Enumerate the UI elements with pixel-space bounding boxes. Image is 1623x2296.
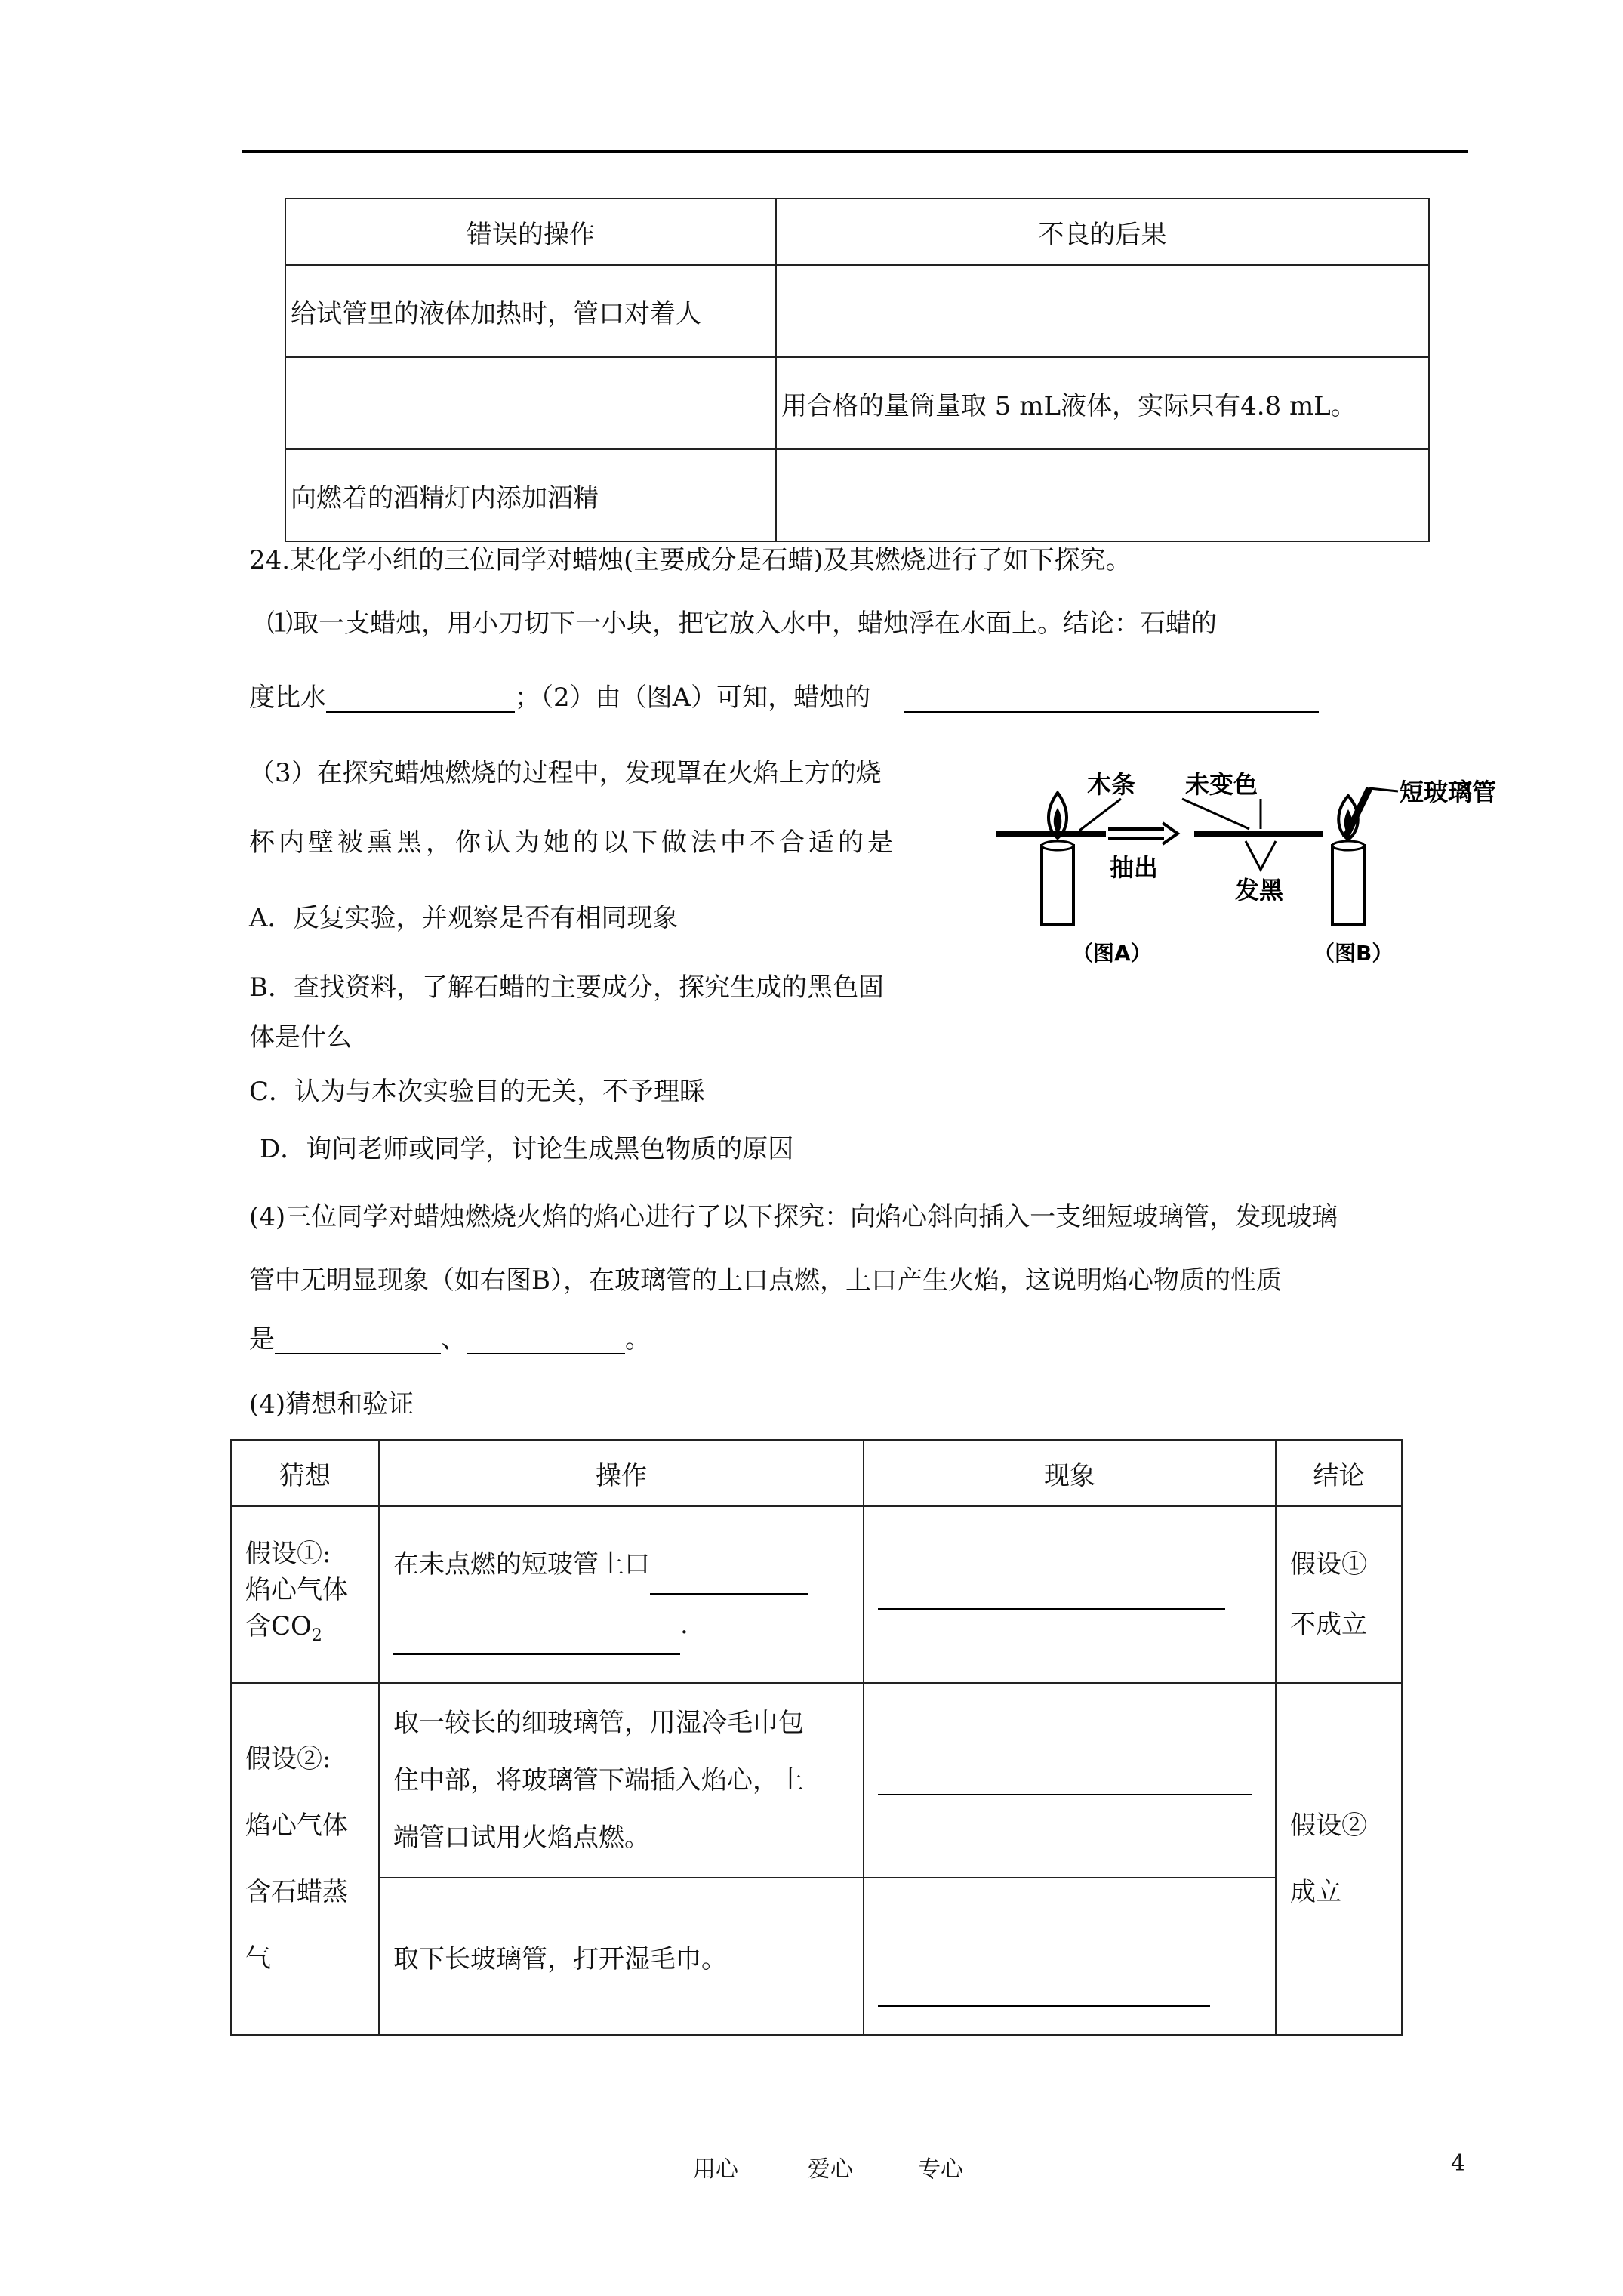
- operation-2a-line: 住中部，将玻璃管下端插入焰心，上: [393, 1765, 804, 1795]
- question-part4-line2: 管中无明显现象（如右图B），在玻璃管的上口点燃，上口产生火焰，这说明焰心物质的性质: [249, 1265, 1282, 1296]
- operation-2a: [379, 1683, 864, 1878]
- table-row: [231, 1683, 1402, 1878]
- table-cell: 向燃着的酒精灯内添加酒精: [285, 449, 776, 541]
- hypothesis-1-line: 假设①:: [245, 1538, 331, 1569]
- question-part2: [249, 683, 1319, 713]
- part4-text-c: 。: [625, 1324, 651, 1354]
- header-hypothesis: 猜想: [231, 1440, 379, 1506]
- answer-blank[interactable]: [275, 1330, 441, 1354]
- table-cell: [285, 357, 776, 449]
- table-cell: [776, 265, 1429, 357]
- table-row: [285, 357, 1429, 449]
- table-row: [285, 449, 1429, 541]
- label-unchanged: 未变色: [1185, 770, 1258, 799]
- table-row: [285, 265, 1429, 357]
- question-title: 24.某化学小组的三位同学对蜡烛(主要成分是石蜡)及其燃烧进行了如下探究。: [249, 545, 1132, 575]
- header-wrong-operation: 错误的操作: [285, 199, 776, 265]
- hypothesis-table: [230, 1439, 1403, 2036]
- table-cell: 用合格的量筒量取 5 mL液体，实际只有4.8 mL。: [776, 357, 1429, 449]
- table-cell: 给试管里的液体加热时，管口对着人: [285, 265, 776, 357]
- arrow-icon: [1108, 823, 1178, 844]
- part4-text-a: 是: [249, 1324, 275, 1354]
- header-rule: [242, 150, 1468, 153]
- conclusion-1-line: 不成立: [1290, 1610, 1367, 1640]
- part4-text-b: 、: [441, 1324, 467, 1354]
- hypothesis-2: [231, 1683, 379, 2035]
- hypothesis-2-line: 焰心气体: [245, 1811, 348, 1841]
- question-part3-line2: 杯内壁被熏黑，你认为她的以下做法中不合适的是: [249, 827, 897, 858]
- header-operation: 操作: [379, 1440, 864, 1506]
- header-phenomenon: 现象: [864, 1440, 1276, 1506]
- caption-b: （图B）: [1313, 941, 1394, 966]
- label-tube: 短玻璃管: [1400, 778, 1497, 806]
- hypothesis-1-line: 焰心气体: [245, 1574, 348, 1605]
- answer-blank[interactable]: [878, 1983, 1210, 2007]
- question-part4-line3: [249, 1324, 651, 1354]
- answer-blank[interactable]: [326, 689, 515, 713]
- answer-blank[interactable]: [467, 1330, 625, 1354]
- phenomenon-2a: [864, 1683, 1276, 1878]
- part2-text-a: 度比水: [249, 683, 326, 713]
- caption-a: （图A）: [1072, 941, 1152, 966]
- option-c: C．认为与本次实验目的无关，不予理睬: [249, 1077, 706, 1107]
- part2-text-b: ；（2）由（图A）可知，蜡烛的: [515, 683, 871, 713]
- operation-1-line: 在未点燃的短玻管上口: [393, 1534, 849, 1595]
- answer-blank[interactable]: [904, 689, 1319, 713]
- header-bad-consequence: 不良的后果: [776, 199, 1429, 265]
- label-black: 发黑: [1235, 876, 1284, 905]
- hypothesis-2-line: 气: [245, 1943, 271, 1974]
- table-row: [231, 1878, 1402, 2035]
- error-consequence-table: [285, 198, 1430, 542]
- wood-stick-icon: [996, 831, 1106, 837]
- hypothesis-2-line: 含石蜡蒸: [245, 1877, 348, 1907]
- candle-figure: [996, 763, 1525, 989]
- conclusion-2: [1276, 1683, 1402, 2035]
- footer-word: 专心: [918, 2156, 963, 2183]
- hypothesis-2-line: 假设②:: [245, 1744, 331, 1774]
- option-b-line2: 体是什么: [249, 1022, 352, 1052]
- option-d: D．询问老师或同学，讨论生成黑色物质的原因: [260, 1134, 794, 1164]
- phenomenon-2b: [864, 1878, 1276, 2035]
- hypothesis-1: [231, 1506, 379, 1683]
- footer-word: 爱心: [808, 2156, 853, 2183]
- option-b-line1: B．查找资料，了解石蜡的主要成分，探究生成的黑色固: [249, 972, 884, 1003]
- operation-2a-line: 取一较长的细玻璃管，用湿冷毛巾包: [393, 1708, 804, 1738]
- candle-figure-svg: [996, 763, 1525, 989]
- operation-1-line: .: [393, 1595, 849, 1655]
- label-wood: 木条: [1087, 770, 1136, 799]
- pulled-stick-icon: [1194, 831, 1323, 837]
- question-part1: ⑴取一支蜡烛，用小刀切下一小块，把它放入水中，蜡烛浮在水面上。结论：石蜡的: [267, 609, 1217, 639]
- option-a: A．反复实验，并观察是否有相同现象: [249, 903, 679, 933]
- question-part5: (4)猜想和验证: [249, 1389, 414, 1419]
- candle-a-icon: [1042, 793, 1073, 925]
- table-header-row: [285, 199, 1429, 265]
- answer-blank[interactable]: [878, 1771, 1252, 1795]
- header-conclusion: 结论: [1276, 1440, 1402, 1506]
- label-pull: 抽出: [1110, 853, 1159, 882]
- table-row: [231, 1506, 1402, 1683]
- conclusion-2-line: 假设②: [1290, 1811, 1367, 1841]
- table-header-row: [231, 1440, 1402, 1506]
- conclusion-1: [1276, 1506, 1402, 1683]
- operation-1: [379, 1506, 864, 1683]
- answer-blank[interactable]: [393, 1631, 680, 1655]
- operation-2b: 取下长玻璃管，打开湿毛巾。: [379, 1878, 864, 2035]
- answer-blank[interactable]: [650, 1570, 808, 1595]
- conclusion-1-line: 假设①: [1290, 1549, 1367, 1579]
- table-cell: [776, 449, 1429, 541]
- candle-b-icon: [1332, 788, 1398, 925]
- operation-2a-line: 端管口试用火焰点燃。: [393, 1823, 650, 1853]
- answer-blank[interactable]: [878, 1586, 1225, 1610]
- conclusion-2-line: 成立: [1290, 1877, 1341, 1907]
- page-number: 4: [1451, 2150, 1466, 2177]
- question-part4-line1: (4)三位同学对蜡烛燃烧火焰的焰心进行了以下探究：向焰心斜向插入一支细短玻璃管，发现玻璃: [249, 1202, 1338, 1232]
- question-part3-line1: （3）在探究蜡烛燃烧的过程中，发现罩在火焰上方的烧: [249, 758, 882, 788]
- phenomenon-1: [864, 1506, 1276, 1683]
- hypothesis-1-line: 含$CO_2$: [245, 1610, 322, 1645]
- footer-word: 用心: [693, 2156, 738, 2183]
